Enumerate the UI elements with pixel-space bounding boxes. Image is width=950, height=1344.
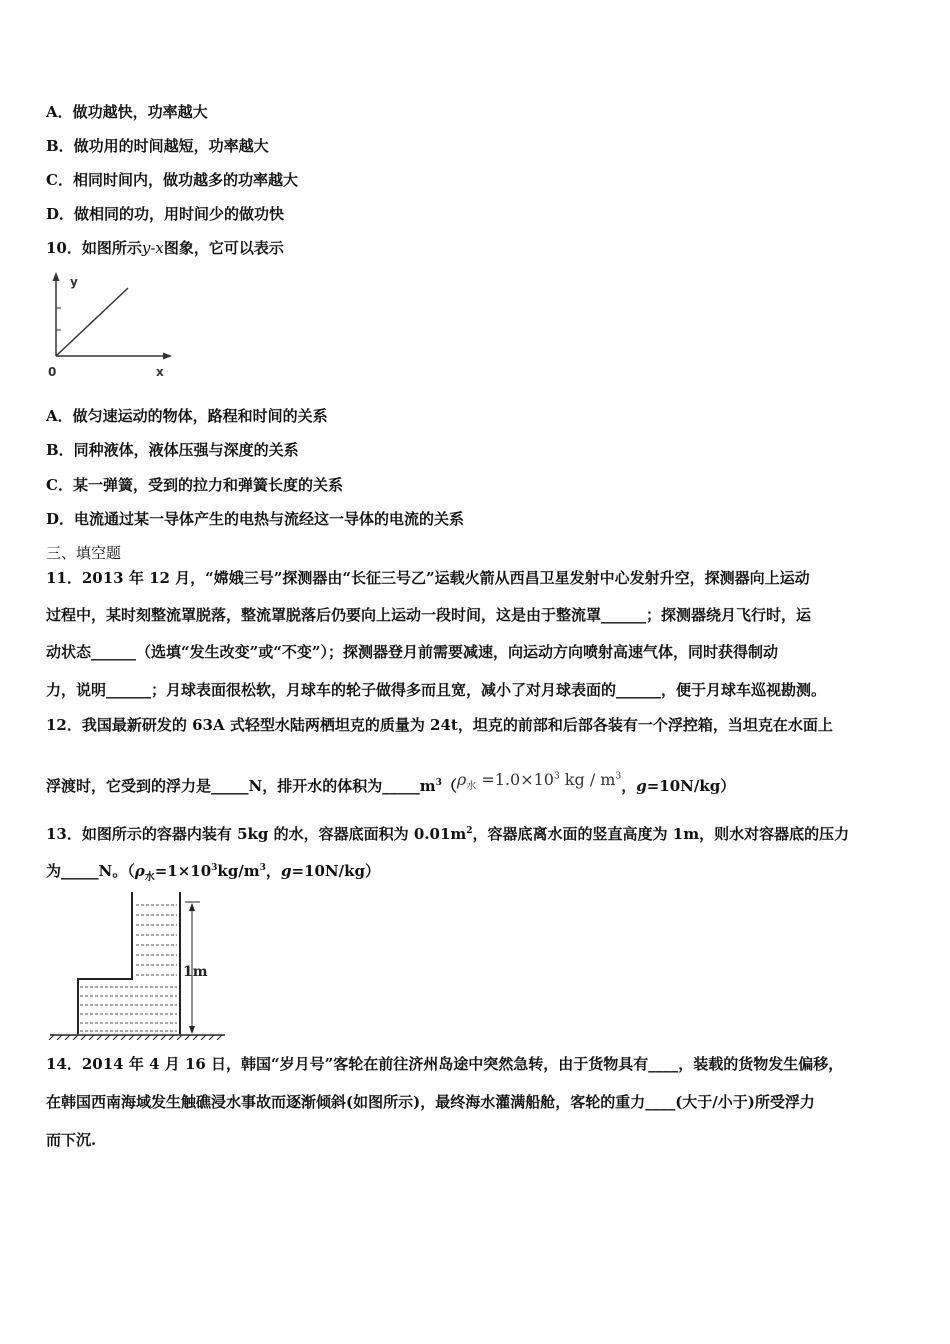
q12-line-2 bbox=[46, 770, 736, 797]
q13-text-d: =1×10 bbox=[154, 862, 212, 880]
q14-line-1: 14．2014 年 4 月 16 日，韩国“岁月号”客轮在前往济州岛途中突然急转，由于货物具有____，装载的货物发生偏移， bbox=[46, 1055, 844, 1073]
q9-option-a: A．做功越快，功率越大 bbox=[46, 103, 208, 121]
dimension-arrow-down bbox=[189, 1026, 195, 1034]
q10-suffix: 图象，它可以表示 bbox=[163, 239, 284, 257]
q13-sup-2: 3 bbox=[211, 863, 218, 873]
q12-text-a: 浮渡时，它受到的浮力是_____N，排开水的体积为_____m bbox=[46, 777, 436, 795]
q13-container-figure bbox=[40, 890, 240, 1040]
q11-line-1: 11．2013 年 12 月，“嫦娥三号”探测器由“长征三号乙”运载火箭从西昌卫星发射中心发射升空，探测器向上运动 bbox=[46, 569, 810, 587]
q10-option-d: D．电流通过某一导体产生的电热与流经这一导体的电流的关系 bbox=[46, 510, 465, 528]
q13-text-a: 13．如图所示的容器内装有 5kg 的水，容器底面积为 0.01m bbox=[46, 825, 467, 843]
q12-sup: 3 bbox=[435, 778, 442, 788]
y-label: y bbox=[70, 275, 78, 289]
formula-rho: ρ bbox=[456, 770, 467, 789]
q13-rho: ρ bbox=[134, 862, 145, 880]
dimension-label: 1m bbox=[183, 964, 208, 980]
q13-text-f: ， bbox=[265, 862, 281, 880]
y-axis-arrow bbox=[53, 272, 60, 281]
q12-g: g bbox=[636, 777, 647, 795]
section-title: 三、填空题 bbox=[46, 544, 122, 562]
water-lower bbox=[80, 987, 177, 1031]
q10-var: y-x bbox=[141, 239, 164, 257]
x-label: x bbox=[156, 365, 164, 379]
data-line bbox=[56, 288, 128, 356]
formula-mid: =1.0×10 bbox=[476, 770, 554, 789]
q10-option-c: C．某一弹簧，受到的拉力和弹簧长度的关系 bbox=[46, 476, 343, 494]
q13-line-2 bbox=[46, 860, 380, 882]
q11-line-3: 动状态______（选填“发生改变”或“不变”）；探测器登月前需要减速，向运动方向喷射高速气体，同时获得制动 bbox=[46, 643, 779, 661]
q13-text-g: =10N/kg） bbox=[291, 862, 380, 880]
q12-text-b: （ bbox=[441, 777, 457, 795]
q13-sub: 水 bbox=[144, 872, 155, 883]
q10-graph bbox=[40, 268, 180, 380]
q9-option-c: C．相同时间内，做功越多的功率越大 bbox=[46, 171, 298, 189]
q13-text-e: kg/m bbox=[217, 862, 260, 880]
q10-stem bbox=[46, 237, 284, 259]
q10-prefix: 10．如图所示 bbox=[46, 239, 142, 257]
q12-formula bbox=[457, 769, 621, 791]
q13-g: g bbox=[280, 862, 292, 880]
q9-option-b: B．做功用的时间越短，功率越大 bbox=[46, 137, 269, 155]
dimension-arrow-up bbox=[189, 903, 195, 911]
q11-line-2: 过程中，某时刻整流罩脱落，整流罩脱落后仍要向上运动一段时间，这是由于整流罩______；探测器绕月飞行时，运 bbox=[46, 606, 812, 624]
formula-sup: 3 bbox=[553, 771, 560, 782]
q10-option-b: B．同种液体，液体压强与深度的关系 bbox=[46, 441, 299, 459]
formula-unit: kg / m bbox=[559, 770, 616, 789]
origin-label: 0 bbox=[48, 365, 57, 379]
x-axis-arrow bbox=[163, 353, 172, 360]
q12-text-d: =10N/kg） bbox=[646, 777, 736, 795]
water-upper bbox=[136, 905, 177, 975]
q13-text-c: 为_____N。（ bbox=[46, 862, 135, 880]
q13-sup: 2 bbox=[466, 826, 473, 836]
q9-option-d: D．做相同的功，用时间少的做功快 bbox=[46, 205, 285, 223]
q13-text-b: ，容器底离水面的竖直高度为 1m，则水对容器底的压力 bbox=[472, 825, 850, 843]
q13-sup-3: 3 bbox=[259, 863, 266, 873]
q13-line-1 bbox=[46, 823, 849, 845]
formula-sub: 水 bbox=[466, 781, 477, 793]
container-wall bbox=[78, 892, 132, 1034]
q12-text-c: ， bbox=[621, 777, 637, 795]
q12-line-1: 12．我国最新研发的 63A 式轻型水陆两栖坦克的质量为 24t，坦克的前部和后部各装有一个浮控箱，当坦克在水面上 bbox=[46, 716, 833, 734]
q14-line-3: 而下沉. bbox=[46, 1131, 97, 1149]
formula-unit-sup: 3 bbox=[615, 771, 622, 782]
q10-option-a: A．做匀速运动的物体，路程和时间的关系 bbox=[46, 407, 328, 425]
q14-line-2: 在韩国西南海域发生触礁浸水事故而逐渐倾斜(如图所示)，最终海水灌满船舱，客轮的重力____(大于/小于)所受浮力 bbox=[46, 1093, 815, 1111]
q11-line-4: 力，说明______；月球表面很松软，月球车的轮子做得多而且宽，减小了对月球表面的______，便于月球车巡视勘测。 bbox=[46, 681, 827, 699]
